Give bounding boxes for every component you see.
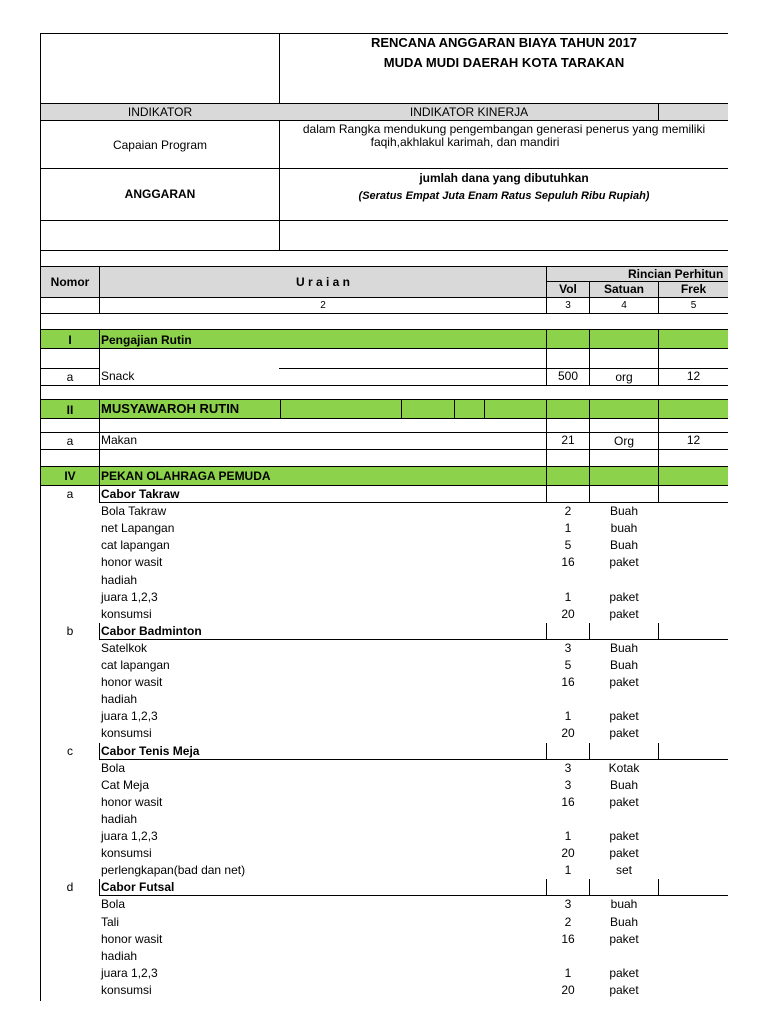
group-no: a — [66, 487, 74, 501]
group-no: b — [66, 624, 74, 638]
anggaran-text-1: jumlah dana yang dibutuhkan — [419, 171, 589, 185]
section-ii-title: MUSYAWAROH RUTIN — [101, 401, 240, 416]
item-vol: 1 — [564, 709, 572, 723]
rule — [589, 623, 590, 640]
item-satuan: paket — [609, 966, 639, 980]
item-desc: Tali — [101, 915, 120, 929]
item-satuan: paket — [609, 829, 639, 843]
item-satuan: paket — [609, 932, 639, 946]
item-satuan: paket — [609, 795, 639, 809]
row-desc: Makan — [101, 433, 138, 447]
capaian-program-text-1: dalam Rangka mendukung pengembangan generasi penerus yang memiliki — [302, 122, 706, 136]
frek-header: Frek — [680, 282, 707, 296]
item-desc: konsumsi — [101, 607, 152, 621]
capaian-program-text-2: faqih,akhlakul karimah, dan mandiri — [370, 135, 560, 149]
capaian-program-label: Capaian Program — [112, 138, 208, 152]
rule — [40, 399, 728, 400]
row-desc: Snack — [101, 369, 135, 383]
row-vol: 500 — [557, 369, 579, 383]
rule — [40, 329, 728, 330]
item-vol: 3 — [564, 761, 572, 775]
item-satuan: Buah — [609, 641, 639, 655]
rule — [99, 639, 728, 640]
rule — [40, 418, 728, 419]
item-satuan: Buah — [609, 778, 639, 792]
row-satuan: org — [615, 370, 633, 384]
rule — [401, 399, 402, 418]
item-satuan: paket — [609, 709, 639, 723]
rule — [658, 103, 659, 120]
group-title: Cabor Takraw — [101, 487, 180, 501]
anggaran-label: ANGGARAN — [124, 187, 196, 201]
item-vol: 2 — [564, 915, 572, 929]
item-satuan: set — [615, 863, 632, 877]
item-desc: honor wasit — [101, 932, 163, 946]
item-satuan: paket — [609, 846, 639, 860]
rule — [658, 623, 659, 640]
rule — [40, 368, 100, 369]
rule — [658, 743, 659, 760]
rule — [99, 466, 100, 485]
item-vol: 3 — [564, 641, 572, 655]
title-line-2: MUDA MUDI DAERAH KOTA TARAKAN — [383, 55, 625, 70]
item-desc: honor wasit — [101, 795, 163, 809]
item-satuan: paket — [609, 983, 639, 997]
item-desc: juara 1,2,3 — [101, 709, 158, 723]
item-desc: konsumsi — [101, 846, 152, 860]
item-satuan: buah — [610, 521, 638, 535]
item-vol: 5 — [564, 658, 572, 672]
rule — [589, 879, 590, 896]
rule — [546, 743, 547, 760]
item-satuan: Buah — [609, 504, 639, 518]
item-desc: konsumsi — [101, 983, 152, 997]
rule — [40, 485, 728, 486]
row-no: a — [66, 434, 74, 448]
rule — [546, 623, 547, 640]
item-vol: 16 — [561, 932, 575, 946]
group-no: c — [67, 744, 73, 758]
rule — [99, 895, 728, 896]
item-satuan: Buah — [609, 658, 639, 672]
rule — [40, 250, 728, 251]
rule — [589, 466, 590, 485]
rule — [40, 313, 728, 314]
nomor-header: Nomor — [50, 275, 90, 289]
rule — [40, 449, 728, 450]
item-desc: net Lapangan — [101, 521, 175, 535]
item-desc: Bola Takraw — [101, 504, 167, 518]
rule — [280, 399, 281, 418]
section-iv-title: PEKAN OLAHRAGA PEMUDA — [101, 469, 271, 483]
item-vol: 20 — [561, 983, 575, 997]
rule — [546, 466, 547, 485]
item-desc: Bola — [101, 897, 126, 911]
rule — [40, 168, 728, 169]
item-desc: hadiah — [101, 573, 138, 587]
rule — [589, 486, 590, 503]
item-vol: 16 — [561, 555, 575, 569]
item-desc: juara 1,2,3 — [101, 966, 158, 980]
rule — [589, 399, 590, 467]
row-vol: 21 — [561, 433, 575, 447]
item-satuan: paket — [609, 726, 639, 740]
group-title: Cabor Futsal — [101, 880, 175, 894]
group-title: Cabor Tenis Meja — [101, 744, 200, 758]
indikator-label: INDIKATOR — [127, 105, 193, 119]
rule — [454, 399, 455, 418]
rule — [658, 879, 659, 896]
col-number-2: 2 — [320, 300, 326, 311]
row-satuan: Org — [613, 434, 634, 448]
title-line-1: RENCANA ANGGARAN BIAYA TAHUN 2017 — [370, 35, 638, 50]
item-vol: 1 — [564, 863, 572, 877]
item-desc: Bola — [101, 761, 126, 775]
col-number-4: 4 — [621, 300, 627, 311]
item-satuan: paket — [609, 675, 639, 689]
rule — [40, 220, 728, 221]
rule — [40, 348, 728, 349]
group-no: d — [66, 880, 74, 894]
section-i-title: Pengajian Rutin — [101, 333, 192, 347]
rule — [589, 743, 590, 760]
item-desc: Cat Meja — [101, 778, 150, 792]
col-number-3: 3 — [565, 300, 571, 311]
rule — [40, 385, 728, 386]
item-vol: 20 — [561, 607, 575, 621]
item-desc: honor wasit — [101, 555, 163, 569]
item-vol: 1 — [564, 829, 572, 843]
item-vol: 3 — [564, 897, 572, 911]
item-vol: 20 — [561, 846, 575, 860]
rule — [658, 466, 659, 485]
rule — [546, 879, 547, 896]
top-border — [40, 33, 728, 34]
rule — [40, 120, 728, 121]
item-vol: 20 — [561, 726, 575, 740]
item-desc: honor wasit — [101, 675, 163, 689]
section-i-no: I — [68, 333, 72, 347]
uraian-header: U r a i a n — [295, 275, 351, 289]
col-number-5: 5 — [690, 300, 697, 311]
item-vol: 1 — [564, 590, 572, 604]
item-satuan: Kotak — [608, 761, 640, 775]
vol-header: Vol — [559, 282, 577, 296]
item-vol: 16 — [561, 675, 575, 689]
item-satuan: paket — [609, 607, 639, 621]
item-satuan: buah — [610, 897, 638, 911]
item-desc: hadiah — [101, 692, 138, 706]
rule — [484, 399, 485, 418]
item-vol: 5 — [564, 538, 572, 552]
item-desc: juara 1,2,3 — [101, 829, 158, 843]
row-frek: 12 — [686, 433, 701, 447]
item-vol: 16 — [561, 795, 575, 809]
rule — [40, 432, 728, 433]
rule — [40, 103, 728, 104]
item-vol: 2 — [564, 504, 572, 518]
rule — [99, 329, 100, 385]
item-desc: perlengkapan(bad dan net) — [101, 863, 246, 877]
row-frek: 12 — [686, 369, 701, 383]
item-desc: cat lapangan — [101, 658, 170, 672]
rule — [99, 879, 100, 896]
rule — [40, 297, 728, 298]
rule — [99, 743, 100, 760]
rule — [546, 486, 547, 503]
item-vol: 1 — [564, 966, 572, 980]
item-desc: hadiah — [101, 949, 138, 963]
rule — [99, 502, 728, 503]
rule — [99, 759, 728, 760]
item-desc: hadiah — [101, 812, 138, 826]
rule — [99, 399, 100, 467]
item-desc: juara 1,2,3 — [101, 590, 158, 604]
indikator-kinerja-label: INDIKATOR KINERJA — [409, 105, 529, 119]
anggaran-text-2: (Seratus Empat Juta Enam Ratus Sepuluh Ribu Rupiah) — [358, 190, 650, 202]
rule — [40, 266, 728, 267]
item-satuan: Buah — [609, 915, 639, 929]
item-satuan: paket — [609, 555, 639, 569]
item-desc: Satelkok — [101, 641, 148, 655]
section-ii-no: II — [66, 403, 74, 417]
satuan-header: Satuan — [603, 282, 644, 296]
group-title: Cabor Badminton — [101, 624, 202, 638]
item-satuan: paket — [609, 590, 639, 604]
item-desc: cat lapangan — [101, 538, 170, 552]
row-no: a — [66, 370, 74, 384]
rincian-header: Rincian Perhitun — [628, 267, 724, 281]
item-satuan: Buah — [609, 538, 639, 552]
item-desc: konsumsi — [101, 726, 152, 740]
rule — [99, 486, 100, 503]
item-vol: 1 — [564, 521, 572, 535]
left-border — [40, 33, 41, 1001]
section-iv-no: IV — [64, 469, 76, 483]
item-vol: 3 — [564, 778, 572, 792]
rule — [99, 623, 100, 640]
rule — [658, 486, 659, 503]
